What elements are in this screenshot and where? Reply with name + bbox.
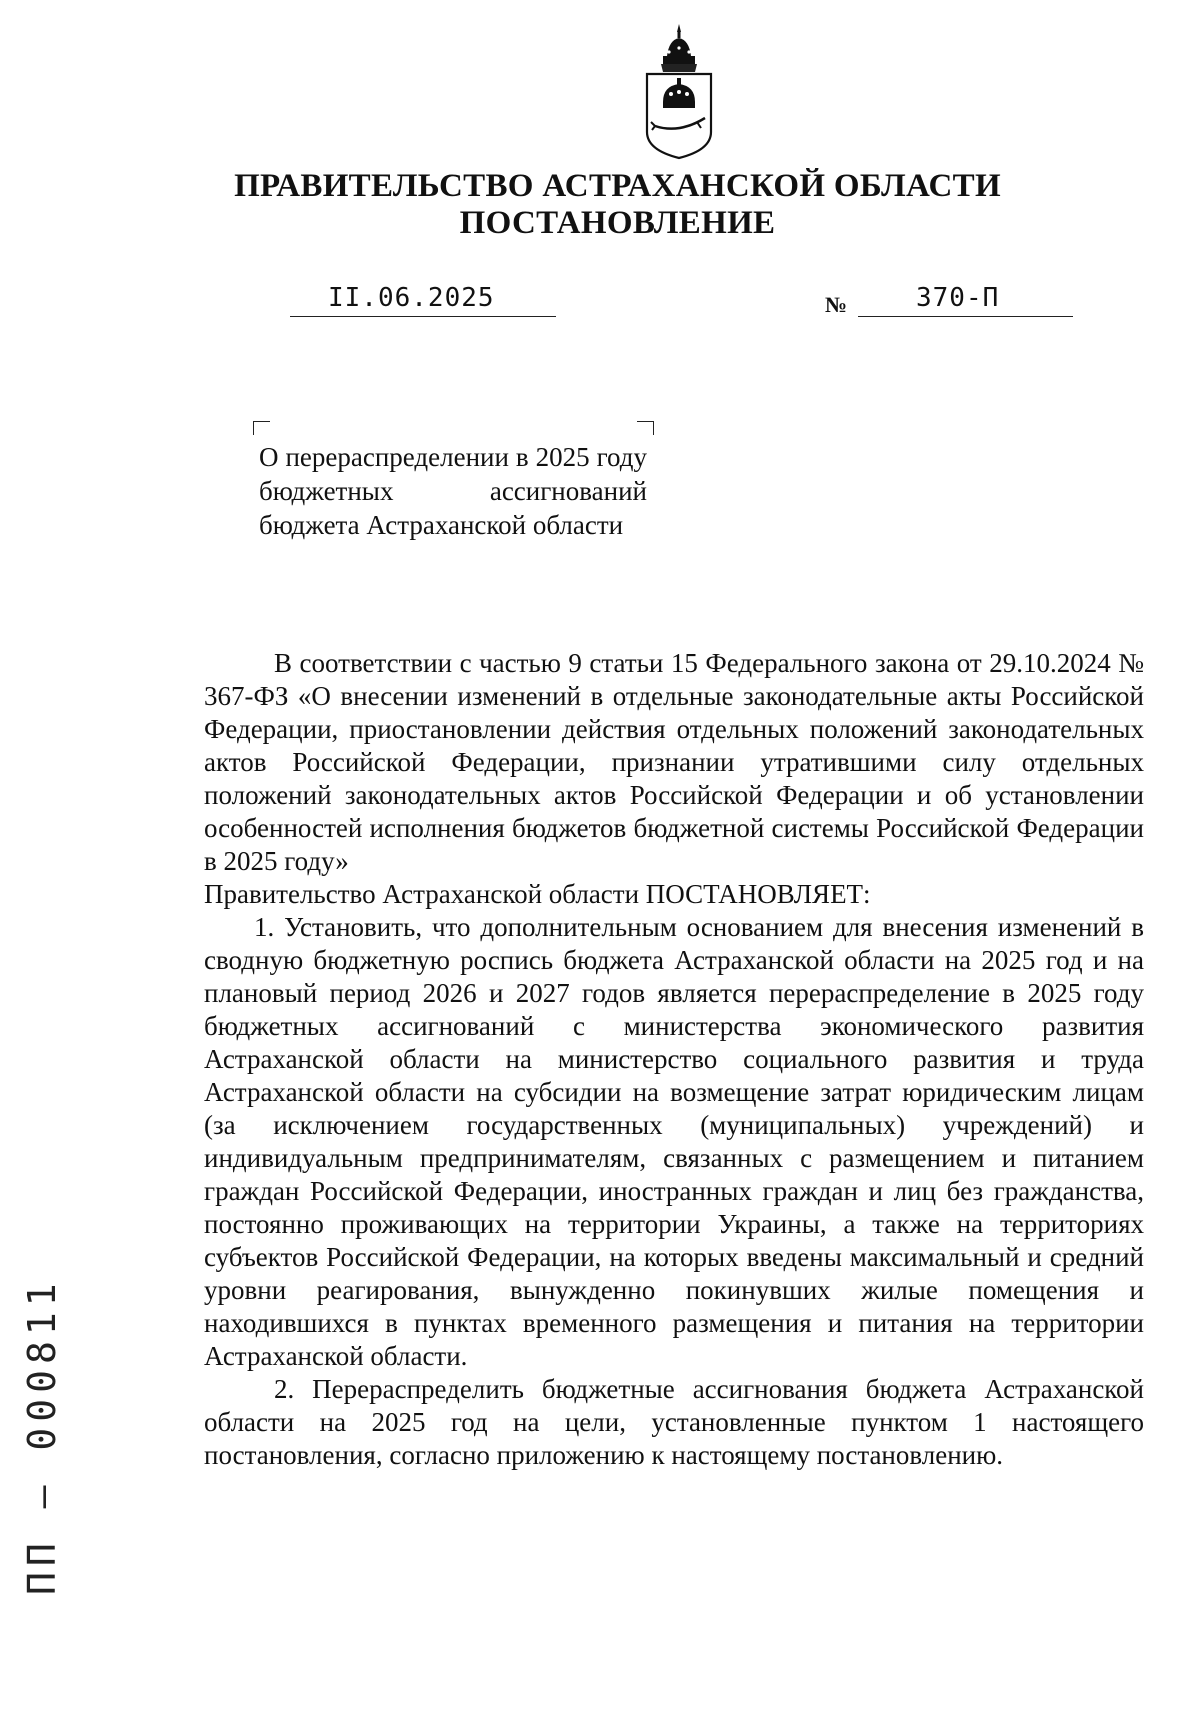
item-1-paragraph: 1. Установить, что дополнительным основанием для внесения изменений в сводную бюджетную роспись бюджета Астраханской области на 2025 год и на плановый период 2026 и 2027 годов является перераспределение в 2025 году бюджетных ассигнований с министерства экономического развития Астраханской области на министерство социального развития и труда Астраханской области на субсидии на возмещение затрат юридическим лицам (за исключением государственных (муниципальных) учреждений) и индивидуальным предпринимателям, связанных с размещением и питанием граждан Российской Федерации, иностранных граждан и лиц без гражданства, постоянно проживающих на территории Украины, а также на территориях субъектов Российской Федерации, на которых введены максимальный и средний уровни реагирования, вынужденно покинувших жилые помещения и находившихся в пунктах временного размещения и питания на территории Астраханской области.	[204, 912, 1144, 1371]
subject-corner-left	[253, 421, 270, 435]
document-type-title: ПОСТАНОВЛЕНИЕ	[459, 205, 776, 241]
organization-title: ПРАВИТЕЛЬСТВО АСТРАХАНСКОЙ ОБЛАСТИ	[234, 168, 1001, 204]
document-date: II.06.2025	[328, 283, 495, 313]
document-number: 370-П	[916, 283, 1000, 313]
subject-corner-right	[637, 421, 654, 435]
preamble-paragraph: В соответствии с частью 9 статьи 15 Федерального закона от 29.10.2024 № 367-ФЗ «О внесении изменений в отдельные законодательные акты Российской Федерации, приостановлении действия отдельных положений законодательных актов Российской Федерации, признании утратившими силу отдельных положений законодательных актов Российской Федерации и об установлении особенностей исполнения бюджетов бюджетной системы Российской Федерации в 2025 году»	[204, 648, 1144, 876]
coat-of-arms-icon	[637, 22, 721, 162]
number-field	[858, 276, 1073, 317]
number-sign-label: №	[825, 292, 848, 317]
document-subject: О перераспределении в 2025 году бюджетных ассигнований бюджета Астраханской области	[259, 442, 647, 540]
date-field	[290, 276, 556, 317]
resolution-line: Правительство Астраханской области ПОСТАНОВЛЯЕТ:	[204, 879, 871, 909]
document-body	[204, 647, 1144, 1472]
side-registration-stamp: ПП – 000811	[20, 1277, 64, 1595]
item-2-paragraph: 2. Перераспределить бюджетные ассигнования бюджета Астраханской области на 2025 год на цели, установленные пунктом 1 настоящего постановления, согласно приложению к настоящему постановлению.	[204, 1374, 1144, 1470]
